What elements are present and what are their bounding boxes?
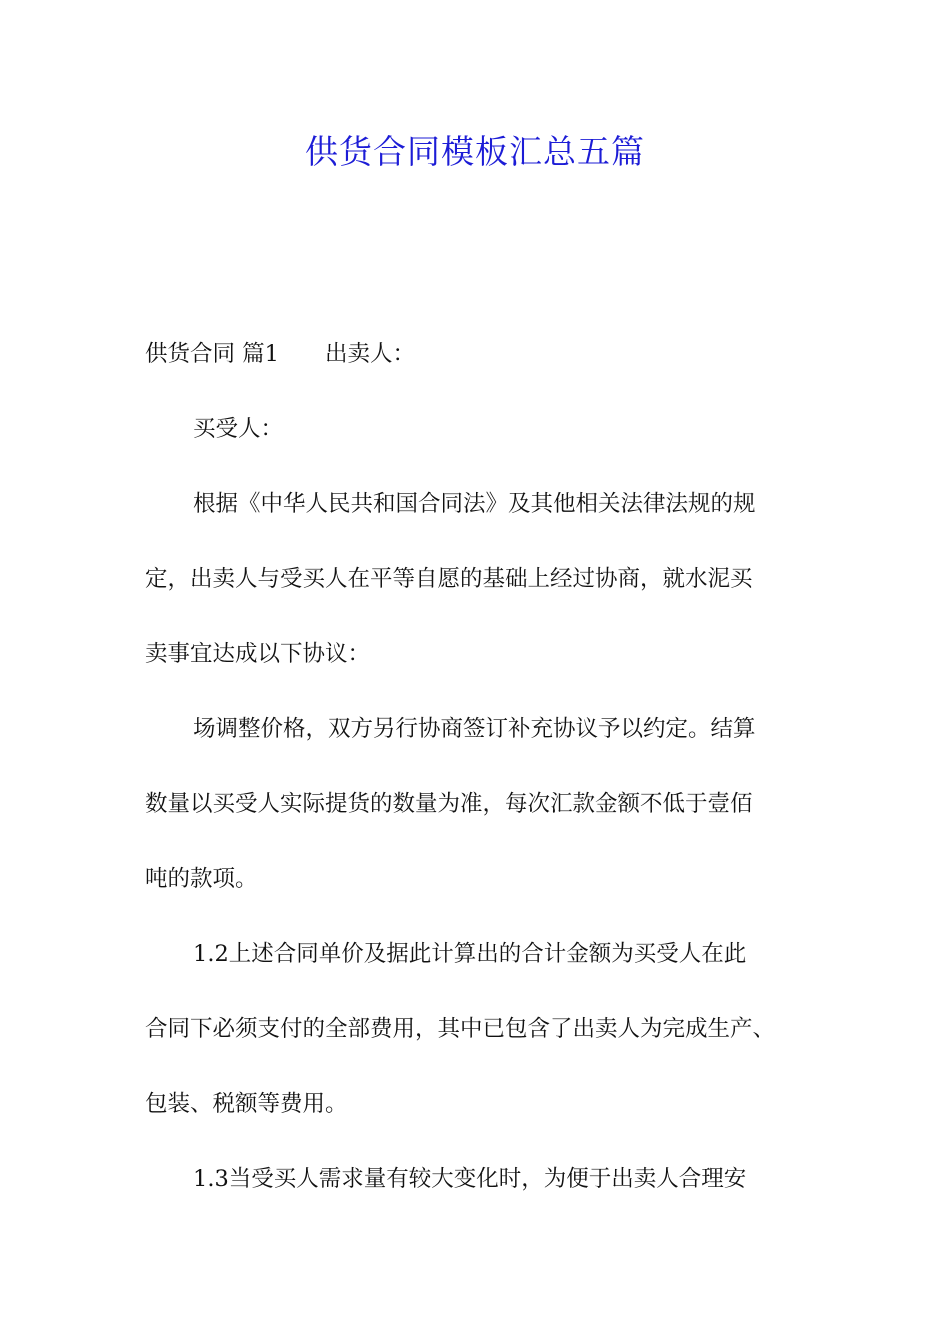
paragraph <box>145 711 835 899</box>
document-title: 供货合同模板汇总五篇 <box>305 132 645 171</box>
heading-line <box>145 336 835 374</box>
paragraph-line: 买受人： <box>193 416 284 442</box>
paragraph <box>145 936 835 1124</box>
paragraph <box>145 486 835 674</box>
paragraph <box>145 411 835 449</box>
section-label: 供货合同 篇1 <box>145 341 279 367</box>
paragraph-line: 定，出卖人与受买人在平等自愿的基础上经过协商，就水泥买 <box>145 566 753 592</box>
document-body <box>145 336 835 1236</box>
section-heading <box>145 336 835 374</box>
paragraph <box>145 1161 835 1199</box>
paragraph-line: 卖事宜达成以下协议： <box>145 641 371 667</box>
seller-label: 出卖人： <box>324 341 415 367</box>
paragraph-line: 根据《中华人民共和国合同法》及其他相关法律法规的规 <box>193 491 756 517</box>
paragraph-line: 场调整价格，双方另行协商签订补充协议予以约定。结算 <box>193 716 756 742</box>
paragraph-line: 1.2上述合同单价及据此计算出的合计金额为买受人在此 <box>193 941 747 967</box>
paragraph-line: 合同下必须支付的全部费用，其中已包含了出卖人为完成生产、 <box>145 1016 776 1042</box>
paragraph-line: 1.3当受买人需求量有较大变化时，为便于出卖人合理安 <box>193 1166 747 1192</box>
paragraph-line: 数量以买受人实际提货的数量为准，每次汇款金额不低于壹佰 <box>145 791 753 817</box>
paragraph-line: 包装、税额等费用。 <box>145 1091 348 1117</box>
paragraph-line: 吨的款项。 <box>145 866 258 892</box>
